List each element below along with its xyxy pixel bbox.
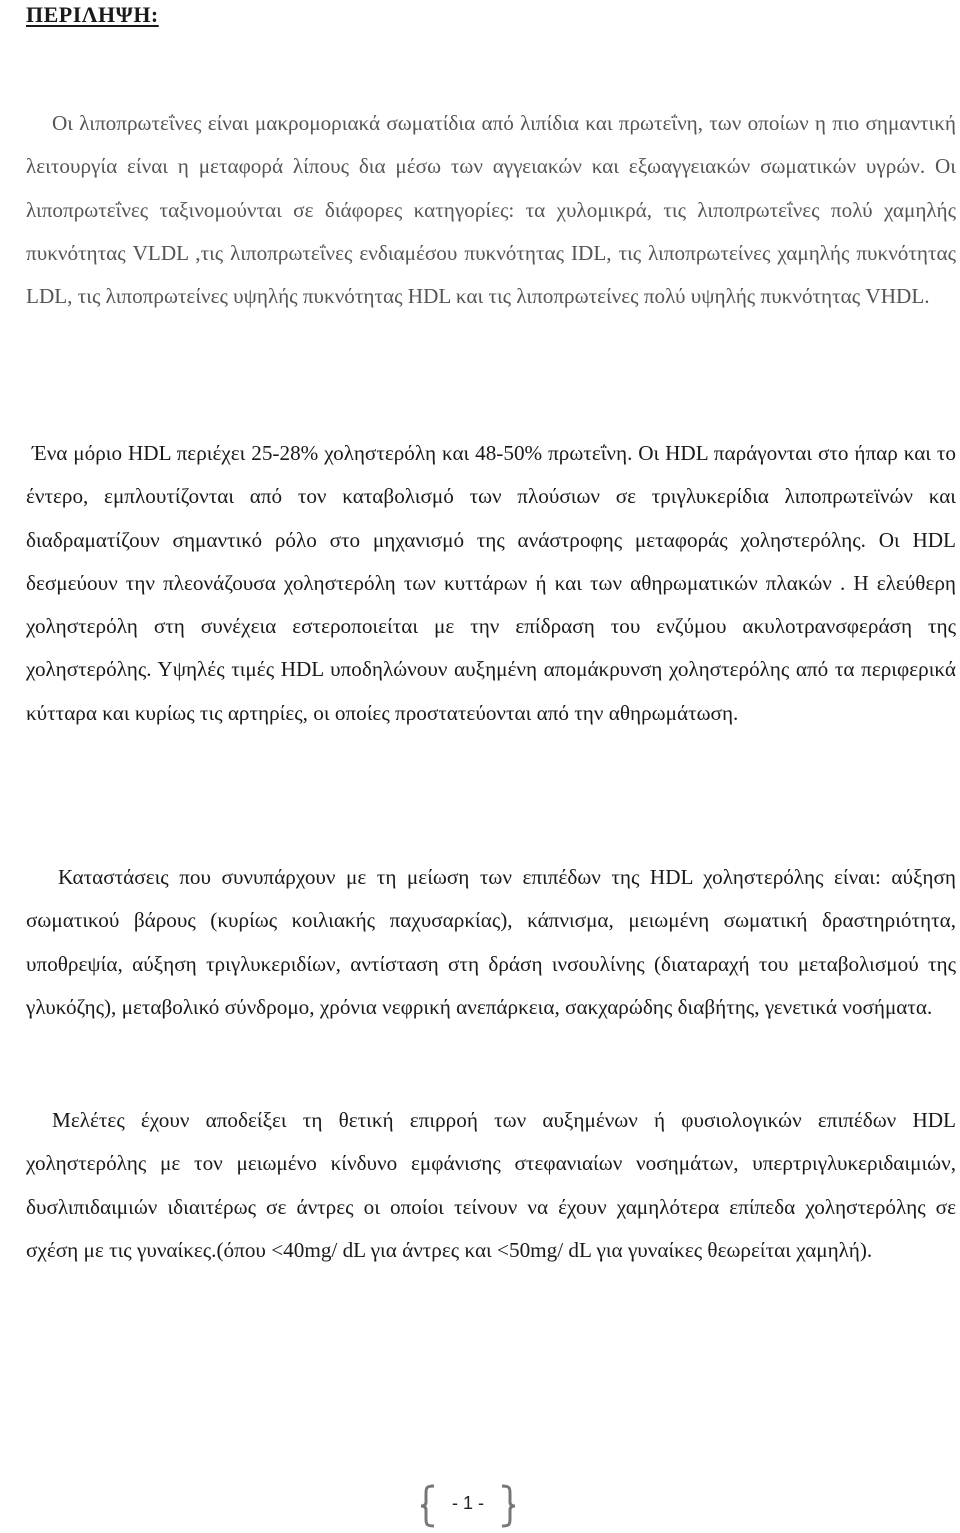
paragraph-studies: Μελέτες έχουν αποδείξει τη θετική επιρροή των αυξημένων ή φυσιολογικών επιπέδων HDL χοληστερόλης με τον μειωμένο κίνδυνο εμφάνισης στεφανιαίων νοσημάτων, υπερτριγλυκεριδαιμιών, δυσλιπιδαιμιών ιδιαιτέρως σε άντρες οι οποίοι τείνουν να έχουν χαμηλότερα επίπεδα χοληστερόλης σε σχέση με τις γυναίκες.(όπου <40mg/ dL για άντρες και <50mg/ dL για γυναίκες θεωρείται χαμηλή).	[26, 1108, 956, 1262]
paragraph-hdl-composition: Ένα μόριο HDL περιέχει 25-28% χοληστερόλη και 48-50% πρωτεΐνη. Οι HDL παράγονται στο ήπαρ και το έντερο, εμπλουτίζονται από τον καταβολισμό των πλούσιων σε τριγλυκερίδια λιποπρωτεϊνών και διαδραματίζουν σημαντικό ρόλο στο μηχανισμό της ανάστροφης μεταφοράς χοληστερόλης. Οι HDL δεσμεύουν την πλεονάζουσα χοληστερόλη των κυττάρων ή και των αθηρωματικών πλακών . Η ελεύθερη χοληστερόλη στη συνέχεια εστεροποιείται με την επίδραση του ενζύμου ακυλοτρανσφεράση της χοληστερόλης. Υψηλές τιμές HDL υποδηλώνουν αυξημένη απομάκρυνση χοληστερόλης από τα περιφερικά κύτταρα και κυρίως τις αρτηρίες, οι οποίες προστατεύονται από την αθηρωμάτωση.	[26, 441, 956, 725]
page-number: - 1 -	[451, 1493, 484, 1513]
page-footer	[420, 1484, 516, 1528]
paragraph-lipoproteins-intro: Οι λιποπρωτεΐνες είναι μακρομοριακά σωματίδια από λιπίδια και πρωτεΐνη, των οποίων η πιο σημαντική λειτουργία είναι η μεταφορά λίπους δια μέσω των αγγειακών και εξωαγγειακών σωματικών υγρών. Οι λιποπρωτεΐνες ταξινομούνται σε διάφορες κατηγορίες: τα χυλομικρά, τις λιποπρωτεΐνες πολύ χαμηλής πυκνότητας VLDL ,τις λιποπρωτεΐνες ενδιαμέσου πυκνότητας IDL, τις λιποπρωτείνες χαμηλής πυκνότητας LDL, τις λιποπρωτείνες υψηλής πυκνότητας HDL και τις λιποπρωτείνες πολύ υψηλής πυκνότητας VHDL.	[26, 111, 956, 309]
page-title: ΠΕΡΙΛΗΨΗ:	[26, 2, 159, 27]
paragraph-low-hdl-conditions: Καταστάσεις που συνυπάρχουν με τη μείωση των επιπέδων της HDL χοληστερόλης είναι: αύξηση σωματικού βάρους (κυρίως κοιλιακής παχυσαρκίας), κάπνισμα, μειωμένη σωματική δραστηριότητα, υποθρεψία, αύξηση τριγλυκεριδίων, αντίσταση στη δράση ινσουλίνης (διαταραχή του μεταβολισμού της γλυκόζης), μεταβολικό σύνδρομο, χρόνια νεφρική ανεπάρκεια, σακχαρώδης διαβήτης, γενετικά νοσήματα.	[26, 865, 956, 1019]
